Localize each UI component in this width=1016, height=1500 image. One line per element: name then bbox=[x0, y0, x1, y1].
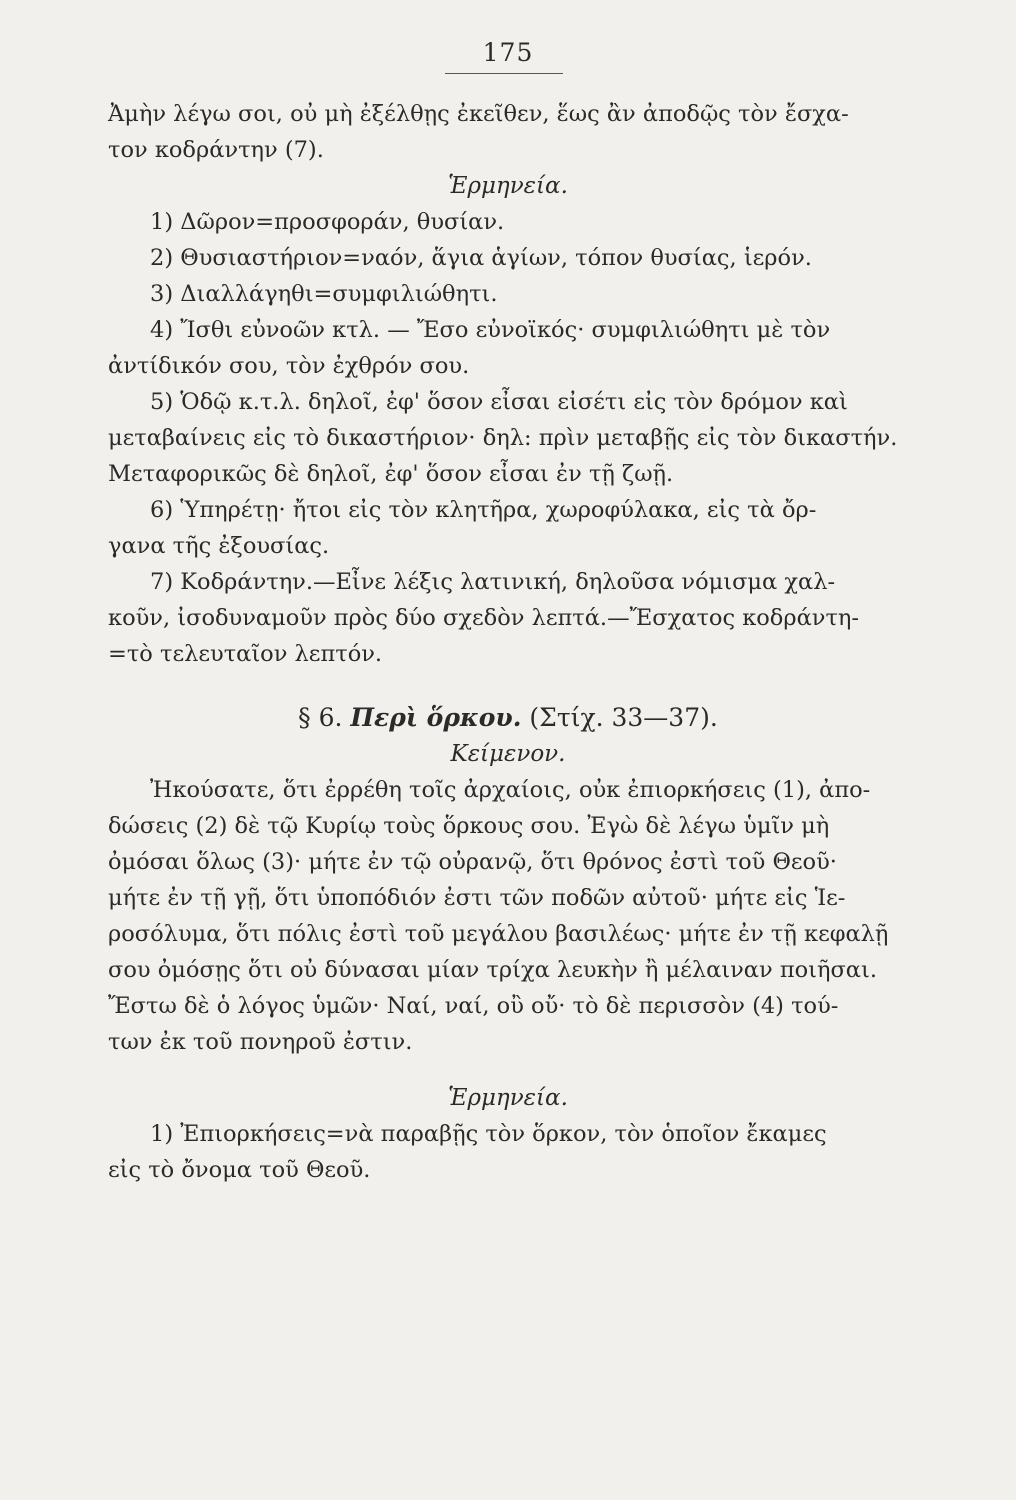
page-text bbox=[108, 96, 908, 1188]
note-line: =τὸ τελευταῖον λεπτόν. bbox=[108, 641, 383, 667]
heading-hermeneia: Ἑρμηνεία. bbox=[448, 1085, 568, 1111]
heading-keimenon: Κείμενον. bbox=[450, 741, 566, 767]
text-line: μήτε ἐν τῇ γῇ, ὅτι ὑποπόδιόν ἐστι τῶν ποδῶν αὐτοῦ· μήτε εἰς Ἱε- bbox=[108, 885, 846, 911]
section-number: § 6. bbox=[298, 703, 343, 732]
section-heading bbox=[108, 700, 908, 736]
note-line: 7) Κοδράντην.—Εἶνε λέξις λατινική, δηλοῦσα νόμισμα χαλ- bbox=[150, 569, 836, 595]
note-line: εἰς τὸ ὄνομα τοῦ Θεοῦ. bbox=[108, 1157, 371, 1183]
note-line: 6) Ὑπηρέτῃ· ἤτοι εἰς τὸν κλητῆρα, χωροφύλακα, εἰς τὰ ὄρ- bbox=[150, 497, 817, 523]
text-line: των ἐκ τοῦ πονηροῦ ἐστιν. bbox=[108, 1029, 413, 1055]
note-line: μεταβαίνεις εἰς τὸ δικαστήριον· δηλ: πρὶν μεταβῇς εἰς τὸν δικαστήν. bbox=[108, 425, 898, 451]
text-line: δώσεις (2) δὲ τῷ Κυρίῳ τοὺς ὅρκους σου. Ἐγὼ δὲ λέγω ὑμῖν μὴ bbox=[108, 813, 830, 839]
text-line: Ἠκούσατε, ὅτι ἐρρέθη τοῖς ἀρχαίοις, οὐκ ἐπιορκήσεις (1), ἀπο- bbox=[150, 777, 871, 803]
text-line: Ἀμὴν λέγω σοι, οὐ μὴ ἐξέλθῃς ἐκεῖθεν, ἕως ἂν ἀποδῷς τὸν ἔσχα- bbox=[108, 101, 849, 127]
note-line: 4) Ἴσθι εὐνοῶν κτλ. — Ἔσο εὐνοϊκός· συμφιλιώθητι μὲ τὸν bbox=[150, 317, 831, 343]
text-line: ὀμόσαι ὅλως (3)· μήτε ἐν τῷ οὐρανῷ, ὅτι θρόνος ἐστὶ τοῦ Θεοῦ· bbox=[108, 849, 837, 875]
note-line: 3) Διαλλάγηθι=συμφιλιώθητι. bbox=[150, 281, 498, 307]
text-line: Ἔστω δὲ ὁ λόγος ὑμῶν· Ναί, ναί, οὒ οὔ· τὸ δὲ περισσὸν (4) τού- bbox=[108, 993, 839, 1019]
note-line: 1) Δῶρον=προσφοράν, θυσίαν. bbox=[150, 209, 505, 235]
note-line: γανα τῆς ἐξουσίας. bbox=[108, 533, 330, 559]
note-line: ἀντίδικόν σου, τὸν ἐχθρόν σου. bbox=[108, 353, 470, 379]
heading-hermeneia: Ἑρμηνεία. bbox=[448, 173, 568, 199]
note-line: κοῦν, ἰσοδυναμοῦν πρὸς δύο σχεδὸν λεπτά.—Ἔσχατος κοδράντη- bbox=[108, 605, 859, 631]
note-line: 1) Ἐπιορκήσεις=νὰ παραβῇς τὸν ὅρκον, τὸν ὁποῖον ἔκαμες bbox=[150, 1121, 827, 1147]
page-number-rule bbox=[445, 73, 563, 74]
text-line: ροσόλυμα, ὅτι πόλις ἐστὶ τοῦ μεγάλου βασιλέως· μήτε ἐν τῇ κεφαλῇ bbox=[108, 921, 889, 947]
section-verses: (Στίχ. 33—37). bbox=[529, 703, 718, 732]
note-line: Μεταφορικῶς δὲ δηλοῖ, ἐφ' ὅσον εἶσαι ἐν τῇ ζωῇ. bbox=[108, 461, 674, 487]
page-number: 175 bbox=[482, 38, 534, 67]
text-line: τον κοδράντην (7). bbox=[108, 137, 324, 163]
section-title: Περὶ ὅρκου. bbox=[350, 703, 522, 732]
text-line: σου ὀμόσῃς ὅτι οὐ δύνασαι μίαν τρίχα λευκὴν ἢ μέλαιναν ποιῆσαι. bbox=[108, 957, 877, 983]
note-line: 2) Θυσιαστήριον=ναόν, ἅγια ἁγίων, τόπον θυσίας, ἱερόν. bbox=[150, 245, 812, 271]
note-line: 5) Ὁδῷ κ.τ.λ. δηλοῖ, ἐφ' ὅσον εἶσαι εἰσέτι εἰς τὸν δρόμον καὶ bbox=[150, 389, 848, 415]
